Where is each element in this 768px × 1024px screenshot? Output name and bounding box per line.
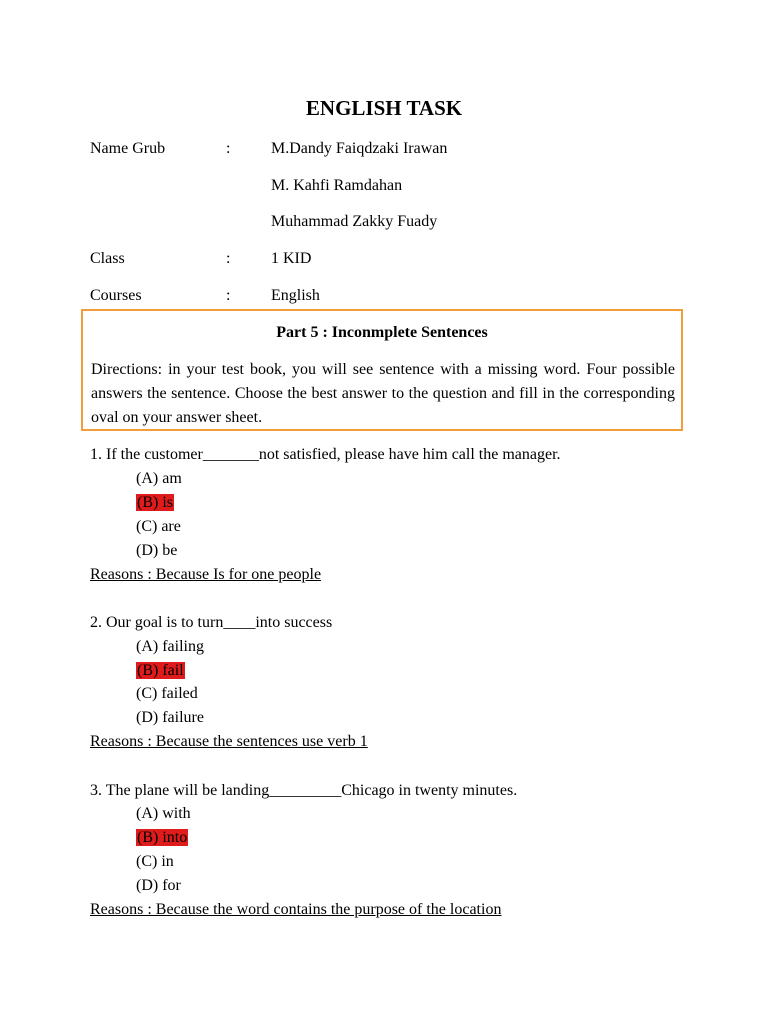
option-1c: (C) are	[136, 518, 181, 535]
member-name: M.Dandy Faiqdzaki Irawan	[271, 140, 448, 157]
option-3d: (D) for	[136, 877, 181, 894]
question-1: 1. If the customer_______not satisfied, please have him call the manager.	[90, 446, 561, 463]
option-1b-highlighted: (B) is	[137, 494, 173, 511]
option-1d: (D) be	[136, 542, 178, 559]
courses-label: Courses	[90, 287, 142, 304]
reason-3: Reasons : Because the word contains the purpose of the location	[90, 901, 502, 918]
part-title: Part 5 : Inconmplete Sentences	[276, 324, 488, 341]
option-2a: (A) failing	[136, 638, 204, 655]
class-colon: :	[226, 250, 231, 267]
directions-text: Directions: in your test book, you will see sentence with a missing word. Four possible answers the sentence. Choose the best answer to the question and fill in the corresponding oval on your answer sheet.	[91, 361, 675, 426]
option-3c: (C) in	[136, 853, 174, 870]
question-3: 3. The plane will be landing_________Chicago in twenty minutes.	[90, 782, 518, 799]
page-title: ENGLISH TASK	[305, 96, 463, 120]
question-2: 2. Our goal is to turn____into success	[90, 614, 333, 631]
class-label: Class	[90, 250, 125, 267]
option-2c: (C) failed	[136, 685, 198, 702]
option-2d: (D) failure	[136, 709, 204, 726]
reason-1: Reasons : Because Is for one people	[90, 566, 322, 583]
class-value: 1 KID	[271, 250, 312, 267]
option-3b-highlighted: (B) into	[137, 829, 188, 846]
name-label: Name Grub	[90, 140, 166, 157]
option-2b-highlighted: (B) fail	[137, 662, 184, 679]
member-name: Muhammad Zakky Fuady	[271, 213, 438, 230]
option-1a: (A) am	[136, 470, 182, 487]
reason-2: Reasons : Because the sentences use verb 1	[90, 733, 368, 750]
option-3a: (A) with	[136, 805, 191, 822]
member-name: M. Kahfi Ramdahan	[271, 177, 403, 194]
courses-colon: :	[226, 287, 231, 304]
courses-value: English	[271, 287, 320, 304]
name-colon: :	[226, 140, 231, 157]
directions-box	[81, 309, 683, 431]
